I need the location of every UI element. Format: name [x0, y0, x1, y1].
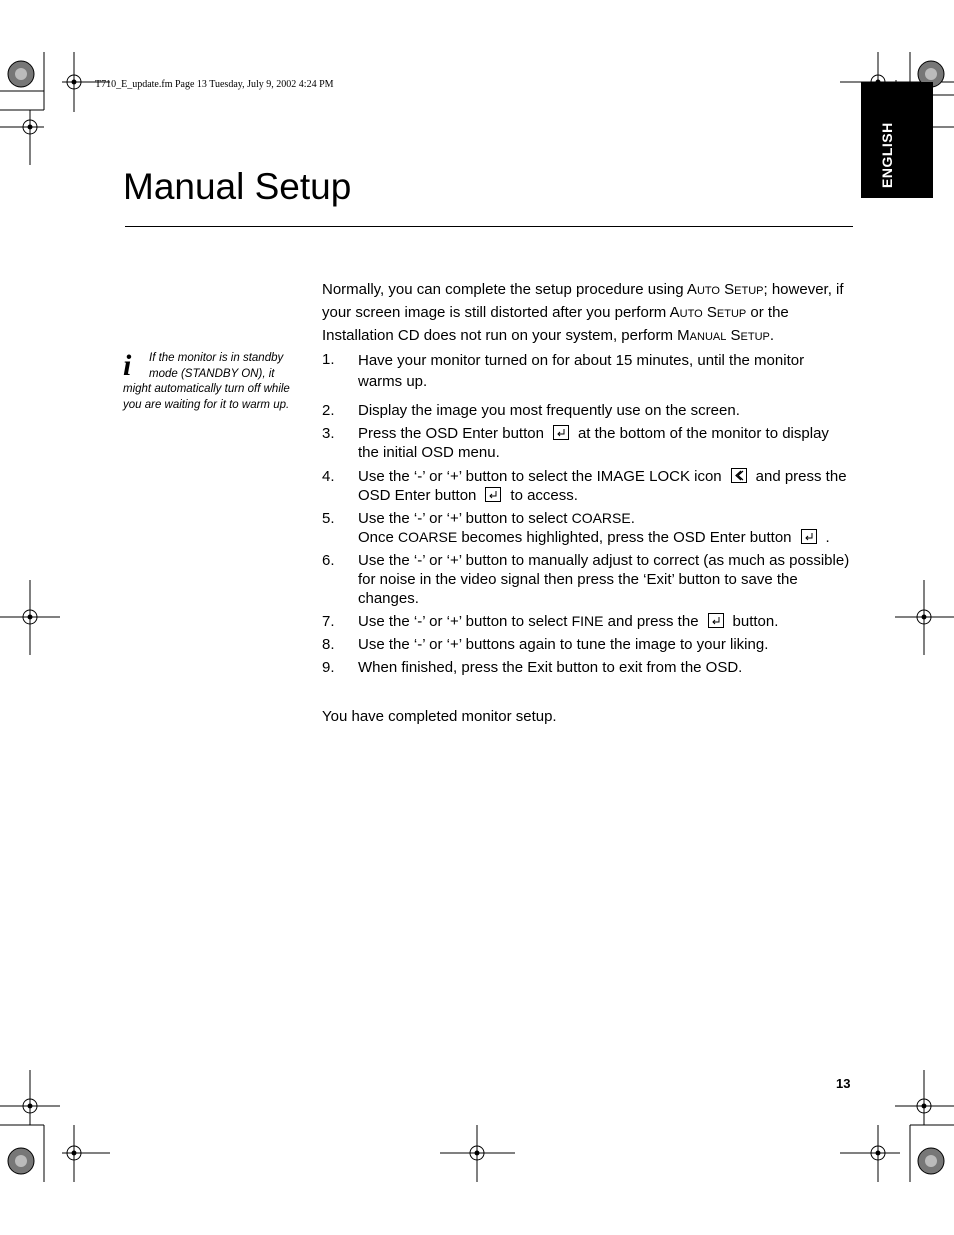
side-note-text: If the monitor is in standby mode (STANDBY ON), it might automatically turn off while you are waiting for it to warm up.	[123, 352, 290, 411]
side-note	[123, 351, 303, 413]
language-tab	[861, 82, 933, 198]
page-title: Manual Setup	[123, 166, 352, 207]
info-i-icon: i	[123, 349, 132, 382]
page-number: 13	[836, 1076, 851, 1091]
language-tab-label: ENGLISH	[879, 122, 895, 188]
enter-key-icon	[801, 529, 817, 544]
file-header-line: T710_E_update.fm Page 13 Tuesday, July 9, 2002 4:24 PM	[95, 79, 334, 90]
intro-paragraph: Normally, you can complete the setup procedure using AUTO SETUP; however, if your screen image is still distorted after you perform AUTO SETUP or the Installation CD does not run on your system, perform MANUAL SETUP.	[322, 281, 844, 344]
title-divider	[125, 226, 853, 227]
enter-key-icon	[553, 425, 569, 440]
image-lock-icon	[731, 468, 747, 483]
closing-paragraph: You have completed monitor setup.	[322, 708, 557, 725]
enter-key-icon	[485, 487, 501, 502]
enter-key-icon	[708, 613, 724, 628]
